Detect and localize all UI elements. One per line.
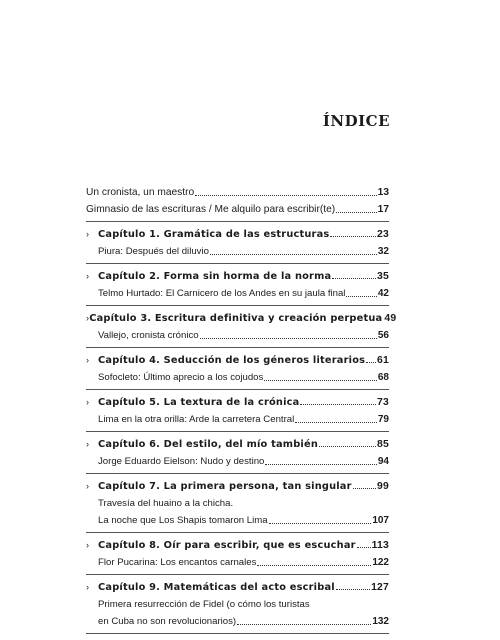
page-number: 99 bbox=[377, 481, 389, 492]
toc-entry-text: Capítulo 1. Gramática de las estructuras bbox=[98, 229, 330, 240]
chapter-block bbox=[86, 312, 397, 348]
chapter-heading bbox=[86, 396, 389, 408]
toc-entry bbox=[86, 288, 389, 300]
page-number: 56 bbox=[377, 330, 389, 341]
divider bbox=[86, 431, 389, 432]
toc-entry-text: Capítulo 7. La primera persona, tan singular bbox=[98, 481, 352, 492]
toc-entry-text: La noche que Los Shapis tomaron Lima bbox=[98, 515, 268, 526]
page-number: 113 bbox=[371, 540, 389, 551]
chevron-right-icon: › bbox=[86, 540, 90, 550]
divider bbox=[86, 263, 389, 264]
page-number: 68 bbox=[377, 372, 389, 383]
chevron-right-icon: › bbox=[86, 229, 90, 239]
page-number: 32 bbox=[377, 246, 389, 257]
toc-entry bbox=[86, 204, 389, 216]
toc-entry-text: Capítulo 5. La textura de la crónica bbox=[98, 397, 300, 408]
divider bbox=[86, 305, 389, 306]
divider bbox=[86, 574, 389, 575]
toc-entry-text: Lima en la otra orilla: Arde la carretera Central bbox=[98, 414, 295, 425]
toc-entry bbox=[86, 498, 389, 510]
chapter-block bbox=[86, 228, 389, 264]
dot-leader bbox=[330, 228, 376, 237]
divider bbox=[86, 633, 389, 634]
chapters-section bbox=[86, 228, 397, 634]
toc-entry-text: Vallejo, cronista crónico bbox=[98, 330, 199, 341]
chapter-block bbox=[86, 270, 389, 306]
toc-entry bbox=[86, 456, 389, 468]
toc-entry-text: Jorge Eduardo Eielson: Nudo y destino bbox=[98, 456, 265, 467]
toc-entry-text: Capítulo 9. Matemáticas del acto escribal bbox=[98, 582, 335, 593]
page-number: 127 bbox=[371, 582, 389, 593]
chevron-right-icon: › bbox=[86, 355, 90, 365]
dot-leader bbox=[237, 616, 371, 625]
toc-entry-text: Travesía del huaino a la chicha. bbox=[98, 498, 234, 509]
toc-entry bbox=[86, 330, 389, 342]
dot-leader bbox=[336, 204, 377, 213]
toc-entry-text: Flor Pucarina: Los encantos carnales bbox=[98, 557, 257, 568]
chevron-right-icon: › bbox=[86, 271, 90, 281]
dot-leader bbox=[269, 515, 372, 524]
dot-leader bbox=[336, 581, 370, 590]
dot-leader bbox=[210, 246, 377, 255]
chapter-heading bbox=[86, 438, 389, 450]
page-number: 23 bbox=[377, 229, 389, 240]
dot-leader bbox=[295, 414, 377, 423]
toc-entry-text: Un cronista, un maestro bbox=[86, 187, 195, 198]
chapter-block bbox=[86, 354, 389, 390]
toc-entry-text: Piura: Después del diluvio bbox=[98, 246, 209, 257]
table-of-contents bbox=[86, 187, 397, 640]
divider bbox=[86, 473, 389, 474]
page-number: 79 bbox=[377, 414, 389, 425]
page-number: 49 bbox=[384, 313, 397, 324]
chapter-block bbox=[86, 438, 389, 474]
chevron-right-icon: › bbox=[86, 313, 90, 323]
page-number: 17 bbox=[377, 204, 389, 215]
dot-leader bbox=[265, 456, 376, 465]
toc-entry-text: Sofocleto: Último aprecio a los cojudos bbox=[98, 372, 264, 383]
toc-entry bbox=[86, 414, 389, 426]
toc-entry-text: Capítulo 6. Del estilo, del mío también bbox=[98, 439, 318, 450]
page-number: 42 bbox=[377, 288, 389, 299]
dot-leader bbox=[264, 372, 377, 381]
page-number: 85 bbox=[377, 439, 389, 450]
toc-entry bbox=[86, 515, 389, 527]
chapter-block bbox=[86, 480, 389, 533]
page-number: 61 bbox=[377, 355, 389, 366]
divider bbox=[86, 347, 389, 348]
intro-section bbox=[86, 187, 389, 222]
dot-leader bbox=[332, 270, 376, 279]
page-number: 35 bbox=[377, 271, 389, 282]
chapter-heading bbox=[86, 312, 397, 324]
toc-entry-text: Telmo Hurtado: El Carnicero de los Andes en su jaula final bbox=[98, 288, 346, 299]
divider bbox=[86, 221, 389, 222]
dot-leader bbox=[353, 480, 376, 489]
chapter-heading bbox=[86, 270, 389, 282]
chapter-heading bbox=[86, 480, 389, 492]
chevron-right-icon: › bbox=[86, 439, 90, 449]
dot-leader bbox=[195, 187, 377, 196]
chapter-heading bbox=[86, 539, 389, 551]
dot-leader bbox=[357, 539, 371, 548]
chapter-block bbox=[86, 539, 389, 575]
toc-entry bbox=[86, 557, 389, 569]
page-title: ÍNDICE bbox=[322, 112, 390, 130]
toc-entry bbox=[86, 372, 389, 384]
dot-leader bbox=[319, 438, 376, 447]
toc-entry-text: Primera resurrección de Fidel (o cómo los turistas bbox=[98, 599, 310, 610]
dot-leader bbox=[366, 354, 376, 363]
chapter-heading bbox=[86, 354, 389, 366]
toc-entry bbox=[86, 246, 389, 258]
toc-entry-text: Capítulo 8. Oír para escribir, que es escuchar bbox=[98, 540, 356, 551]
chapter-block bbox=[86, 581, 389, 634]
chevron-right-icon: › bbox=[86, 481, 90, 491]
dot-leader bbox=[346, 288, 376, 297]
chevron-right-icon: › bbox=[86, 397, 90, 407]
toc-entry-text: Capítulo 2. Forma sin horma de la norma bbox=[98, 271, 332, 282]
toc-entry-text: Capítulo 4. Seducción de los géneros literarios bbox=[98, 355, 366, 366]
dot-leader bbox=[200, 330, 377, 339]
toc-entry bbox=[86, 599, 389, 611]
page-number: 13 bbox=[377, 187, 389, 198]
divider bbox=[86, 532, 389, 533]
divider bbox=[86, 389, 389, 390]
toc-entry-text: en Cuba no son revolucionarios) bbox=[98, 616, 237, 627]
chapter-heading bbox=[86, 228, 389, 240]
dot-leader bbox=[300, 396, 376, 405]
toc-entry-text: Capítulo 3. Escritura definitiva y creación perpetua bbox=[89, 313, 383, 324]
toc-entry bbox=[86, 187, 389, 199]
toc-entry-text: Gimnasio de las escrituras / Me alquilo para escribir(te) bbox=[86, 204, 336, 215]
toc-entry bbox=[86, 616, 389, 628]
page-number: 122 bbox=[372, 557, 389, 568]
chapter-block bbox=[86, 396, 389, 432]
chapter-heading bbox=[86, 581, 389, 593]
dot-leader bbox=[257, 557, 371, 566]
page-number: 94 bbox=[377, 456, 389, 467]
chevron-right-icon: › bbox=[86, 582, 90, 592]
page-number: 132 bbox=[372, 616, 389, 627]
page-number: 73 bbox=[377, 397, 389, 408]
page-number: 107 bbox=[372, 515, 389, 526]
